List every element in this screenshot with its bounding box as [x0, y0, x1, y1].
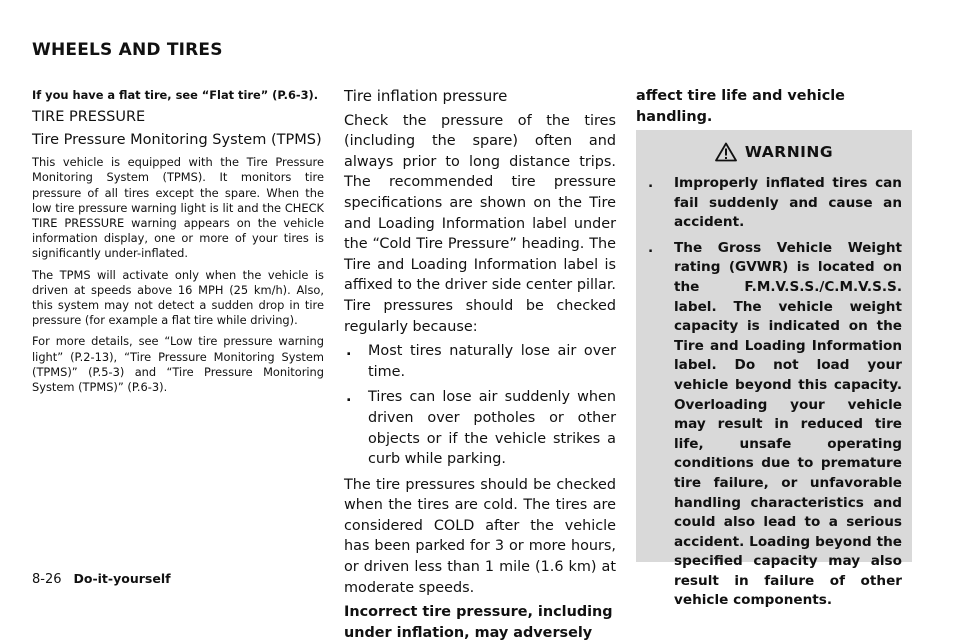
cold-tires-paragraph: The tire pressures should be checked when the tires are cold. The tires are considered COLD after the vehicle has been parked for 3 or more hours, or driven less than 1 mile (1.6 km) at moderate speeds. [344, 476, 616, 596]
warning-item-text: Improperly inflated tires can fail suddenly and cause an accident. [674, 175, 902, 231]
bullet-marker: . [346, 389, 352, 406]
bullet-marker: . [648, 239, 654, 256]
inflation-subheading: Tire inflation pressure [344, 87, 508, 105]
list-item-text: Most tires naturally lose air over time. [368, 343, 616, 380]
tpms-subheading: Tire Pressure Monitoring System (TPMS) [32, 132, 322, 149]
tpms-paragraph: This vehicle is equipped with the Tire Pressure Monitoring System (TPMS). It monitors tire pressure of all tires except the spare. When the low tire pressure warning light is lit and the CHECK TIRE PRESSURE warning appears on the vehicle information display, one or more of your tires is significantly under-inflated. [32, 155, 324, 261]
page-header: WHEELS AND TIRES [32, 40, 223, 60]
middle-column [344, 86, 616, 643]
warning-header [646, 142, 902, 162]
warning-item [646, 239, 902, 611]
tpms-paragraph: For more details, see “Low tire pressure warning light” (P.2-13), “Tire Pressure Monitoring System (TPMS)” (P.5-3) and “Tire Pressure Monitoring System (TPMS)” (P.6-3). [32, 334, 324, 395]
section-name: Do-it-yourself [73, 571, 171, 586]
left-column [32, 88, 324, 401]
page-number: 8-26 [32, 572, 62, 587]
section-heading: TIRE PRESSURE [32, 109, 146, 126]
warning-box [636, 130, 912, 609]
bullet-marker: . [648, 175, 654, 191]
list-item [344, 387, 616, 469]
inflation-intro: Check the pressure of the tires (including the spare) often and always prior to long distance trips. The recommended tire pressure specifications are shown on the Tire and Loading Information label under the “Cold Tire Pressure” heading. The Tire and Loading Information label is affixed to the driver side center pillar. Tire pressures should be checked regularly because: [344, 112, 616, 335]
page-footer [32, 571, 171, 587]
warning-item-text: The Gross Vehicle Weight rating (GVWR) is located on the F.M.V.S.S./C.M.V.S.S. label. The vehicle weight capacity is indicated on the Tire and Loading Information label. Do not load your vehicle beyond this capacity. Overloading your vehicle may result in reduced tire life, unsafe operating conditions due to premature tire failure, or unfavorable handling characteristics and could also lead to a serious accident. Loading beyond the specified capacity may also result in failure of other vehicle components. [674, 239, 902, 609]
warning-list [646, 174, 902, 611]
tpms-paragraph: The TPMS will activate only when the vehicle is driven at speeds above 16 MPH (25 km/h). Also, this system may not detect a sudden drop in tire pressure (for example a flat tire while driving). [32, 267, 324, 328]
list-item [344, 341, 616, 382]
reasons-list [344, 341, 616, 470]
warning-item [646, 174, 902, 233]
list-item-text: Tires can lose air suddenly when driven over potholes or other objects or if the vehicle strikes a curb while parking. [368, 389, 616, 468]
warning-icon [715, 142, 737, 162]
handling-continuation: affect tire life and vehicle handling. [636, 88, 845, 125]
incorrect-pressure-statement: Incorrect tire pressure, including under inflation, may adversely [344, 604, 613, 641]
flat-tire-reference: If you have a flat tire, see “Flat tire” (P.6-3). [32, 88, 319, 102]
warning-title: WARNING [744, 143, 834, 161]
bullet-marker: . [346, 343, 352, 360]
